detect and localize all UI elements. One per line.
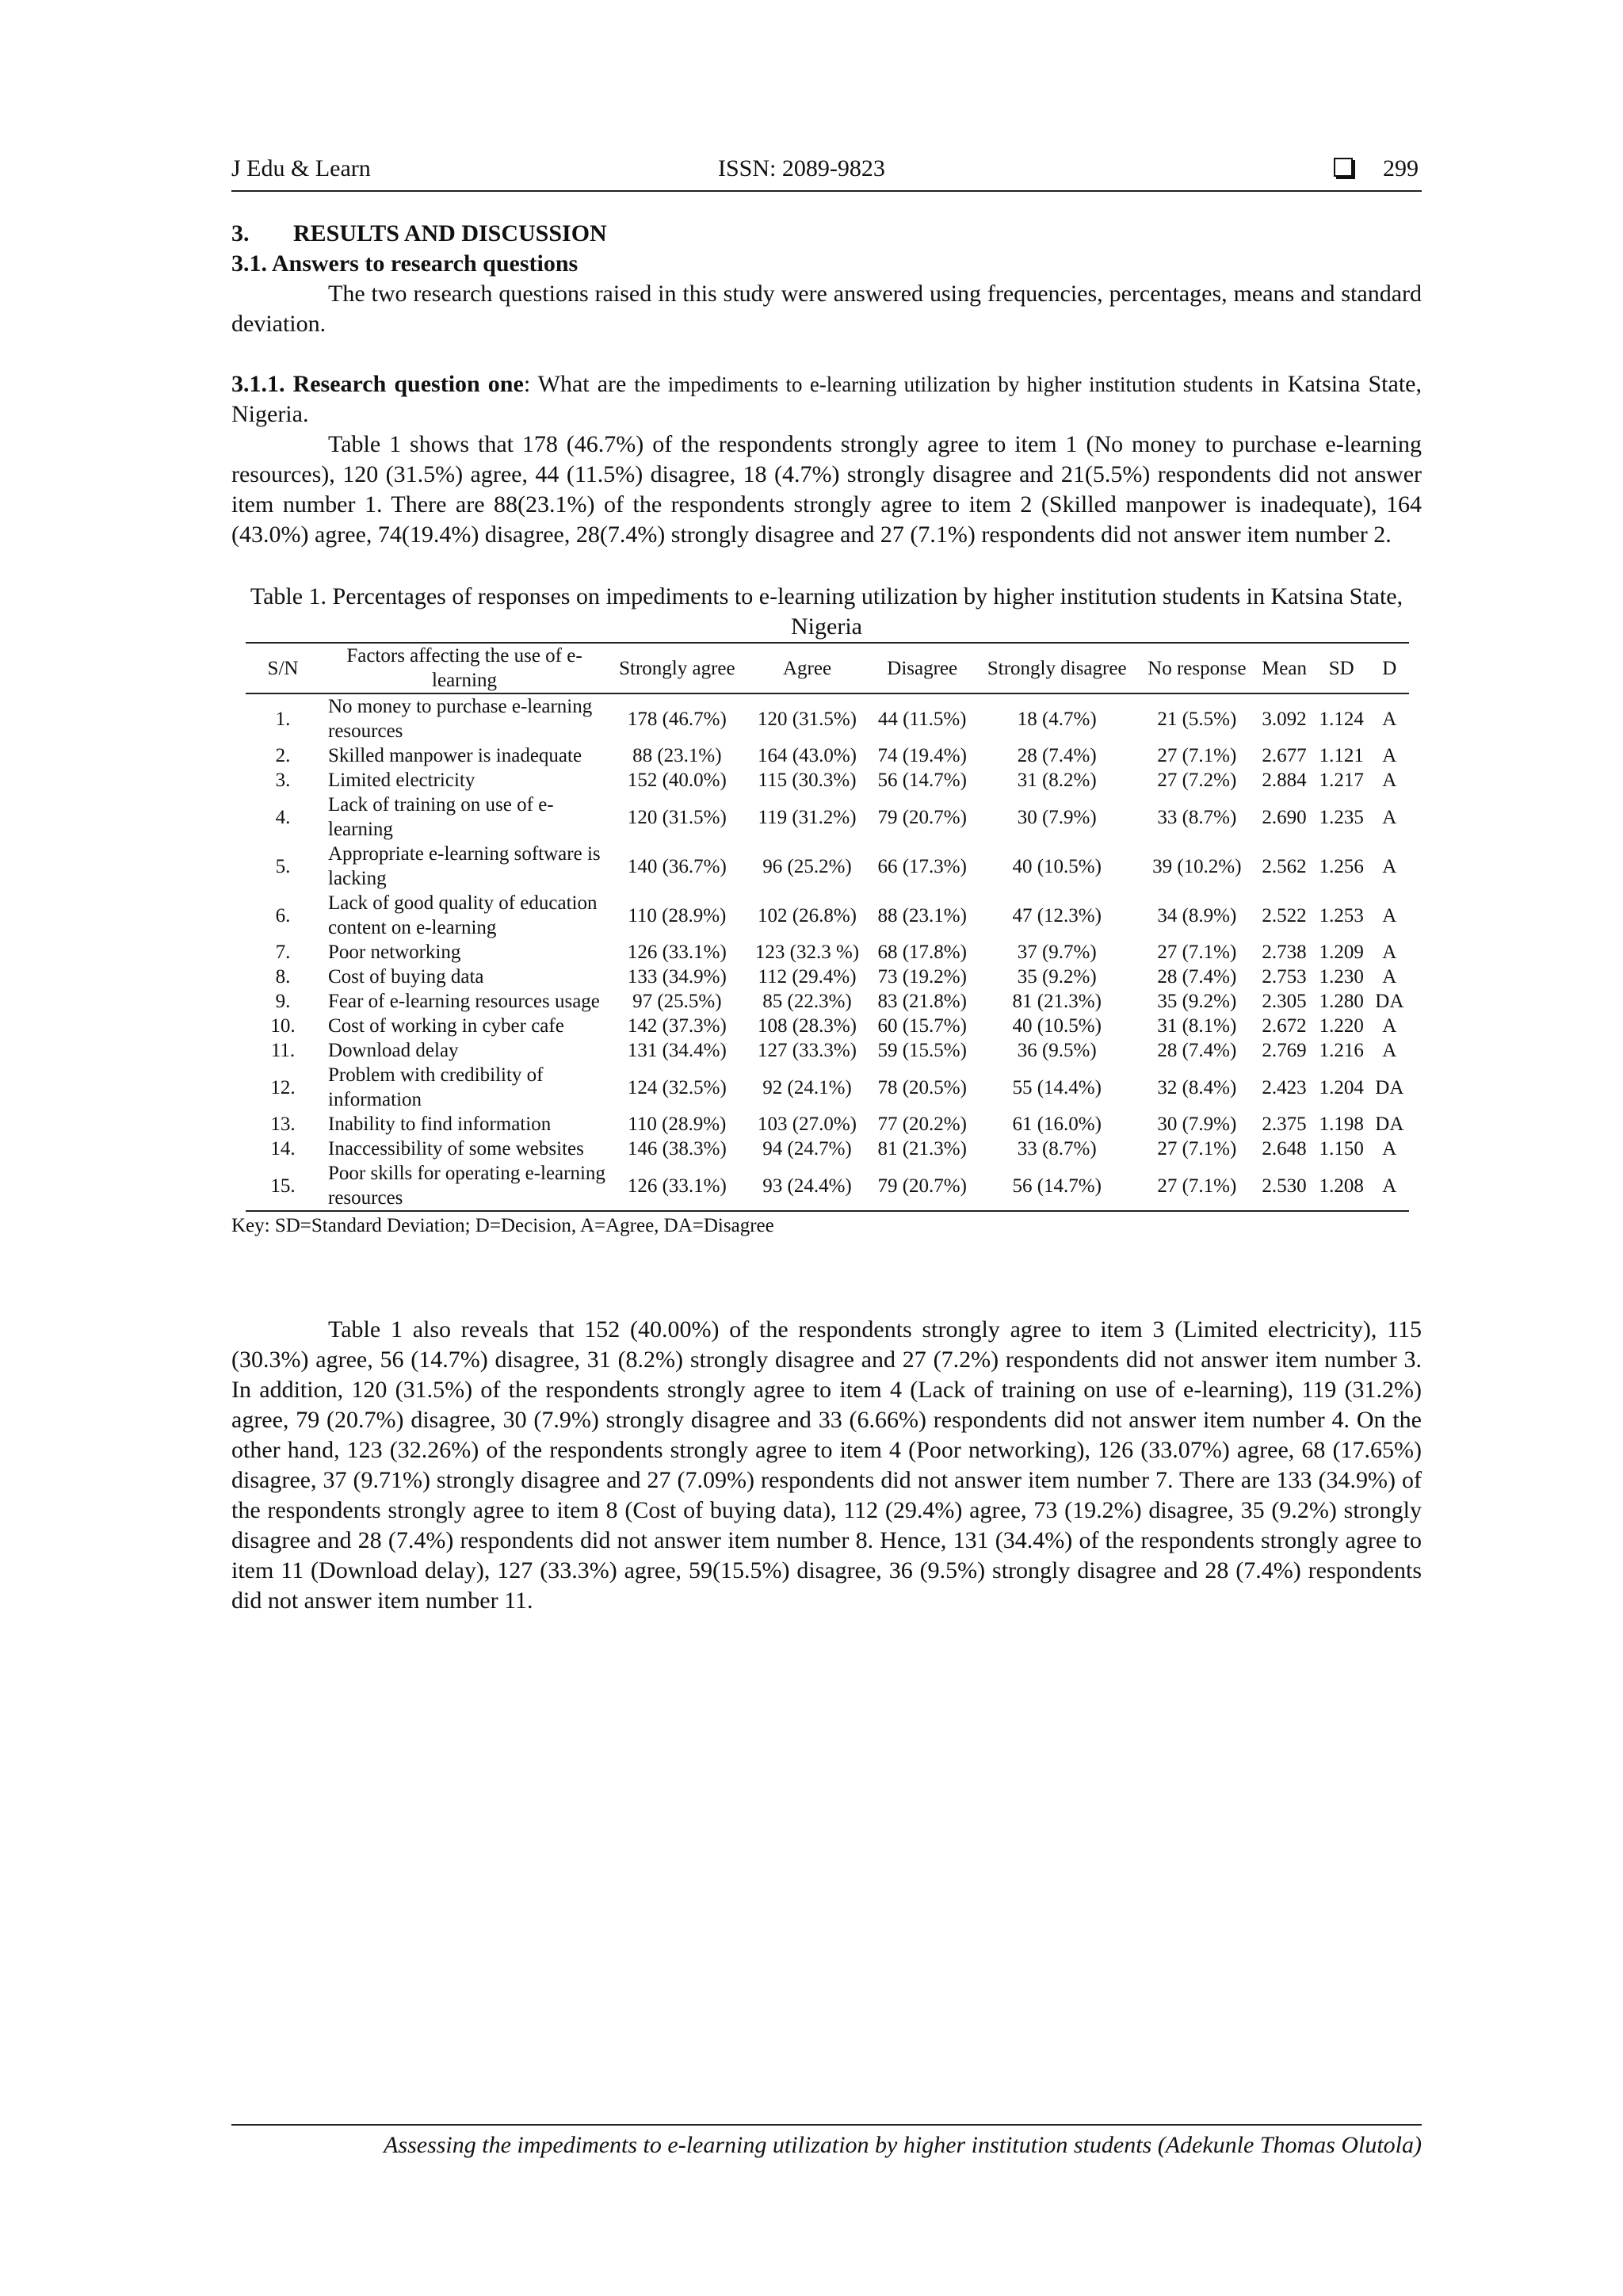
value-cell: 140 (36.7%) — [627, 855, 727, 877]
factor-cell: Limited electricity — [328, 770, 475, 791]
research-question-label: 3.1.1. Research question one — [231, 371, 524, 397]
value-cell: 31 (8.1%) — [1157, 1015, 1237, 1037]
value-cell: 28 (7.4%) — [1157, 1040, 1237, 1061]
row-number: 12. — [270, 1076, 296, 1098]
row-number: 3. — [275, 770, 291, 791]
value-cell: 93 (24.4%) — [762, 1175, 852, 1197]
section-number: 3. — [231, 220, 250, 246]
column-header: Factors affecting the use of e-learning — [346, 645, 582, 691]
value-cell: 83 (21.8%) — [877, 991, 967, 1012]
value-cell: 1.150 — [1319, 1138, 1364, 1159]
value-cell: 85 (22.3%) — [762, 991, 852, 1012]
value-cell: 94 (24.7%) — [762, 1138, 852, 1159]
value-cell: 2.562 — [1262, 855, 1307, 877]
value-cell: 56 (14.7%) — [1012, 1175, 1102, 1197]
value-cell: A — [1382, 770, 1397, 791]
value-cell: 126 (33.1%) — [627, 1175, 727, 1197]
body-paragraph-2: Table 1 also reveals that 152 (40.00%) of the respondents strongly agree to item 3 (Limited electricity), 115 (30.3%) agree, 56 (14.7%) disagree, 31 (8.2%) strongly disagree and 27 (7.2%) respondents did not answer item number 3. In addition, 120 (31.5%) of the respondents strongly agree to item 4 (Lack of training on use of e-learning), 119 (31.2%) agree, 79 (20.7%) disagree, 30 (7.9%) strongly disagree and 33 (6.66%) respondents did not answer item number 4. On the other hand, 123 (32.26%) of the respondents strongly agree to item 4 (Poor networking), 126 (33.07%) agree, 68 (17.65%) disagree, 37 (9.71%) strongly disagree and 27 (7.09%) respondents did not answer item number 7. There are 133 (34.9%) of the respondents strongly agree to item 8 (Cost of buying data), 112 (29.4%) agree, 73 (19.2%) disagree, 35 (9.2%) strongly disagree and 28 (7.4%) respondents did not answer item number 8. Hence, 131 (34.4%) of the respondents strongly agree to item 11 (Download delay), 127 (33.3%) agree, 59(15.5%) disagree, 36 (9.5%) strongly disagree and 28 (7.4%) respondents did not answer item number 11. — [231, 1316, 1422, 1614]
value-cell: 44 (11.5%) — [877, 708, 967, 730]
table-caption: Table 1. Percentages of responses on impediments to e-learning utilization by higher institution students in Katsina State, Nigeria — [250, 583, 1403, 640]
checkbox-square-icon — [1334, 158, 1353, 177]
value-cell: 119 (31.2%) — [758, 806, 857, 828]
value-cell: 74 (19.4%) — [877, 745, 967, 766]
factor-cell: Poor networking — [328, 942, 461, 963]
value-cell: 27 (7.1%) — [1157, 1175, 1237, 1197]
table-row — [246, 1112, 1409, 1137]
value-cell: 47 (12.3%) — [1012, 904, 1102, 926]
value-cell: 37 (9.7%) — [1017, 942, 1097, 963]
value-cell: 152 (40.0%) — [627, 770, 727, 791]
value-cell: A — [1382, 745, 1397, 766]
value-cell: 178 (46.7%) — [627, 708, 727, 730]
value-cell: 120 (31.5%) — [758, 708, 857, 730]
value-cell: 110 (28.9%) — [628, 1114, 727, 1135]
running-header — [231, 155, 1422, 192]
value-cell: 142 (37.3%) — [627, 1015, 727, 1037]
value-cell: A — [1382, 966, 1397, 988]
value-cell: 28 (7.4%) — [1157, 966, 1237, 988]
value-cell: 88 (23.1%) — [877, 904, 967, 926]
row-number: 9. — [275, 991, 291, 1012]
column-header: Disagree — [887, 657, 958, 679]
table-row — [246, 842, 1409, 891]
table-row — [246, 1038, 1409, 1063]
row-number: 11. — [270, 1040, 296, 1061]
value-cell: 102 (26.8%) — [758, 904, 857, 926]
value-cell: 127 (33.3%) — [758, 1040, 857, 1061]
value-cell: 35 (9.2%) — [1157, 991, 1237, 1012]
value-cell: 131 (34.4%) — [627, 1040, 727, 1061]
table-row — [246, 743, 1409, 768]
value-cell: 123 (32.3 %) — [754, 942, 860, 963]
value-cell: A — [1382, 806, 1397, 828]
value-cell: A — [1382, 1015, 1397, 1037]
factor-cell: Inability to find information — [328, 1114, 552, 1135]
subsection-heading: 3.1. Answers to research questions — [231, 250, 579, 277]
value-cell: 59 (15.5%) — [877, 1040, 967, 1061]
value-cell: 3.092 — [1262, 708, 1307, 730]
value-cell: DA — [1375, 1114, 1404, 1135]
results-table — [246, 642, 1409, 1212]
value-cell: 27 (7.2%) — [1157, 770, 1237, 791]
value-cell: 30 (7.9%) — [1157, 1114, 1237, 1135]
value-cell: A — [1382, 855, 1397, 877]
value-cell: 2.884 — [1262, 770, 1307, 791]
factor-cell: Appropriate e-learning software is lacking — [328, 843, 601, 889]
value-cell: 88 (23.1%) — [632, 745, 722, 766]
page-number-group — [1334, 155, 1419, 182]
value-cell: 1.124 — [1319, 708, 1364, 730]
factor-cell: Problem with credibility of information — [328, 1064, 544, 1110]
section-heading — [231, 219, 1422, 249]
value-cell: 112 (29.4%) — [758, 966, 857, 988]
column-header: No response — [1148, 657, 1247, 679]
value-cell: 1.121 — [1319, 745, 1364, 766]
factor-cell: Skilled manpower is inadequate — [328, 745, 582, 766]
value-cell: 31 (8.2%) — [1017, 770, 1097, 791]
value-cell: 2.753 — [1262, 966, 1307, 988]
value-cell: 126 (33.1%) — [627, 942, 727, 963]
table-row — [246, 1014, 1409, 1038]
section-title: RESULTS AND DISCUSSION — [293, 220, 607, 246]
factor-cell: Lack of training on use of e-learning — [328, 794, 554, 840]
value-cell: 1.216 — [1319, 1040, 1364, 1061]
value-cell: 73 (19.2%) — [877, 966, 967, 988]
value-cell: 164 (43.0%) — [758, 745, 857, 766]
table-header-row — [246, 643, 1409, 693]
value-cell: 115 (30.3%) — [758, 770, 857, 791]
value-cell: 30 (7.9%) — [1017, 806, 1097, 828]
column-header: Strongly agree — [619, 657, 735, 679]
rq-text-c: in Katsina State, Nigeria. — [231, 371, 1422, 427]
value-cell: A — [1382, 708, 1397, 730]
value-cell: 2.375 — [1262, 1114, 1307, 1135]
research-question-paragraph — [231, 369, 1422, 430]
table-row — [246, 940, 1409, 965]
value-cell: 92 (24.1%) — [762, 1076, 852, 1098]
value-cell: 35 (9.2%) — [1017, 966, 1097, 988]
value-cell: DA — [1375, 1076, 1404, 1098]
value-cell: 108 (28.3%) — [758, 1015, 857, 1037]
value-cell: 124 (32.5%) — [627, 1076, 727, 1098]
row-number: 8. — [275, 966, 291, 988]
value-cell: 1.235 — [1319, 806, 1364, 828]
value-cell: A — [1382, 1175, 1397, 1197]
factor-cell: Cost of buying data — [328, 966, 484, 988]
value-cell: 28 (7.4%) — [1017, 745, 1097, 766]
factor-cell: Download delay — [328, 1040, 459, 1061]
value-cell: 1.208 — [1319, 1175, 1364, 1197]
value-cell: 40 (10.5%) — [1012, 855, 1102, 877]
rq-text-b: the impediments to e-learning utilization by higher institution students — [634, 372, 1254, 396]
value-cell: 2.423 — [1262, 1076, 1307, 1098]
table-row — [246, 693, 1409, 743]
column-header: Strongly disagree — [987, 657, 1127, 679]
column-header: Mean — [1262, 657, 1307, 679]
issn: ISSN: 2089-9823 — [718, 155, 885, 181]
value-cell: 2.690 — [1262, 806, 1307, 828]
table-row — [246, 768, 1409, 793]
table-row — [246, 891, 1409, 940]
value-cell: 81 (21.3%) — [1012, 991, 1102, 1012]
row-number: 15. — [270, 1175, 296, 1197]
value-cell: 81 (21.3%) — [877, 1138, 967, 1159]
value-cell: 55 (14.4%) — [1012, 1076, 1102, 1098]
factor-cell: No money to purchase e-learning resources — [328, 696, 593, 742]
row-number: 7. — [275, 942, 291, 963]
column-header: Agree — [782, 657, 832, 679]
value-cell: 68 (17.8%) — [877, 942, 967, 963]
value-cell: A — [1382, 942, 1397, 963]
value-cell: 1.280 — [1319, 991, 1364, 1012]
row-number: 13. — [270, 1114, 296, 1135]
running-footer: Assessing the impediments to e-learning utilization by higher institution students (Adekunle Thomas Olutola) — [231, 2124, 1422, 2159]
value-cell: 2.648 — [1262, 1138, 1307, 1159]
table-row — [246, 1161, 1409, 1211]
value-cell: 36 (9.5%) — [1017, 1040, 1097, 1061]
value-cell: 34 (8.9%) — [1157, 904, 1237, 926]
value-cell: 2.769 — [1262, 1040, 1307, 1061]
value-cell: 2.530 — [1262, 1175, 1307, 1197]
value-cell: 66 (17.3%) — [877, 855, 967, 877]
value-cell: 1.217 — [1319, 770, 1364, 791]
value-cell: 60 (15.7%) — [877, 1015, 967, 1037]
factor-cell: Inaccessibility of some websites — [328, 1138, 584, 1159]
value-cell: 2.522 — [1262, 904, 1307, 926]
value-cell: 1.253 — [1319, 904, 1364, 926]
value-cell: 33 (8.7%) — [1157, 806, 1237, 828]
value-cell: 39 (10.2%) — [1152, 855, 1242, 877]
value-cell: 133 (34.9%) — [627, 966, 727, 988]
value-cell: 2.305 — [1262, 991, 1307, 1012]
factor-cell: Fear of e-learning resources usage — [328, 991, 600, 1012]
table-row — [246, 989, 1409, 1014]
row-number: 4. — [275, 806, 291, 828]
value-cell: 97 (25.5%) — [632, 991, 722, 1012]
row-number: 6. — [275, 904, 291, 926]
value-cell: 1.209 — [1319, 942, 1364, 963]
value-cell: 27 (7.1%) — [1157, 942, 1237, 963]
value-cell: 33 (8.7%) — [1017, 1138, 1097, 1159]
column-header: SD — [1328, 657, 1354, 679]
table-row — [246, 1137, 1409, 1161]
value-cell: 32 (8.4%) — [1157, 1076, 1237, 1098]
value-cell: 79 (20.7%) — [877, 806, 967, 828]
table-body — [246, 693, 1409, 1211]
table-key: Key: SD=Standard Deviation; D=Decision, A=Agree, DA=Disagree — [231, 1215, 774, 1236]
rq-text-a: : What are — [523, 371, 635, 397]
value-cell: 110 (28.9%) — [628, 904, 727, 926]
value-cell: A — [1382, 1138, 1397, 1159]
value-cell: 18 (4.7%) — [1017, 708, 1097, 730]
intro-paragraph: The two research questions raised in this study were answered using frequencies, percentages, means and standard deviation. — [231, 281, 1422, 337]
value-cell: 96 (25.2%) — [762, 855, 852, 877]
value-cell: 146 (38.3%) — [627, 1138, 727, 1159]
row-number: 2. — [275, 745, 291, 766]
column-header: S/N — [267, 657, 299, 679]
value-cell: 40 (10.5%) — [1012, 1015, 1102, 1037]
factor-cell: Cost of working in cyber cafe — [328, 1015, 564, 1037]
value-cell: 103 (27.0%) — [758, 1114, 857, 1135]
table-row — [246, 1063, 1409, 1112]
table-row — [246, 793, 1409, 842]
row-number: 5. — [275, 855, 291, 877]
column-header: D — [1382, 657, 1397, 679]
body-paragraph-1: Table 1 shows that 178 (46.7%) of the respondents strongly agree to item 1 (No money to purchase e-learning resources), 120 (31.5%) agree, 44 (11.5%) disagree, 18 (4.7%) strongly disagree and 21(5.5%) respondents did not answer item number 1. There are 88(23.1%) of the respondents strongly agree to item 2 (Skilled manpower is inadequate), 164 (43.0%) agree, 74(19.4%) disagree, 28(7.4%) strongly disagree and 27 (7.1%) respondents did not answer item number 2. — [231, 431, 1422, 548]
row-number: 10. — [270, 1015, 296, 1037]
value-cell: A — [1382, 1040, 1397, 1061]
value-cell: 120 (31.5%) — [627, 806, 727, 828]
value-cell: DA — [1375, 991, 1404, 1012]
value-cell: 21 (5.5%) — [1157, 708, 1237, 730]
value-cell: 27 (7.1%) — [1157, 745, 1237, 766]
row-number: 14. — [270, 1138, 296, 1159]
value-cell: 2.672 — [1262, 1015, 1307, 1037]
row-number: 1. — [275, 708, 291, 730]
value-cell: 1.256 — [1319, 855, 1364, 877]
main-content — [231, 219, 1422, 1616]
value-cell: 1.204 — [1319, 1076, 1364, 1098]
value-cell: 1.220 — [1319, 1015, 1364, 1037]
table-row — [246, 965, 1409, 989]
value-cell: 79 (20.7%) — [877, 1175, 967, 1197]
value-cell: 27 (7.1%) — [1157, 1138, 1237, 1159]
value-cell: 2.738 — [1262, 942, 1307, 963]
value-cell: 1.230 — [1319, 966, 1364, 988]
value-cell: 1.198 — [1319, 1114, 1364, 1135]
factor-cell: Poor skills for operating e-learning resources — [328, 1163, 605, 1209]
page-number: 299 — [1383, 155, 1419, 181]
factor-cell: Lack of good quality of education content on e-learning — [328, 892, 598, 938]
value-cell: 78 (20.5%) — [877, 1076, 967, 1098]
value-cell: 56 (14.7%) — [877, 770, 967, 791]
value-cell: A — [1382, 904, 1397, 926]
journal-name: J Edu & Learn — [231, 155, 371, 181]
value-cell: 77 (20.2%) — [877, 1114, 967, 1135]
value-cell: 61 (16.0%) — [1012, 1114, 1102, 1135]
value-cell: 2.677 — [1262, 745, 1307, 766]
